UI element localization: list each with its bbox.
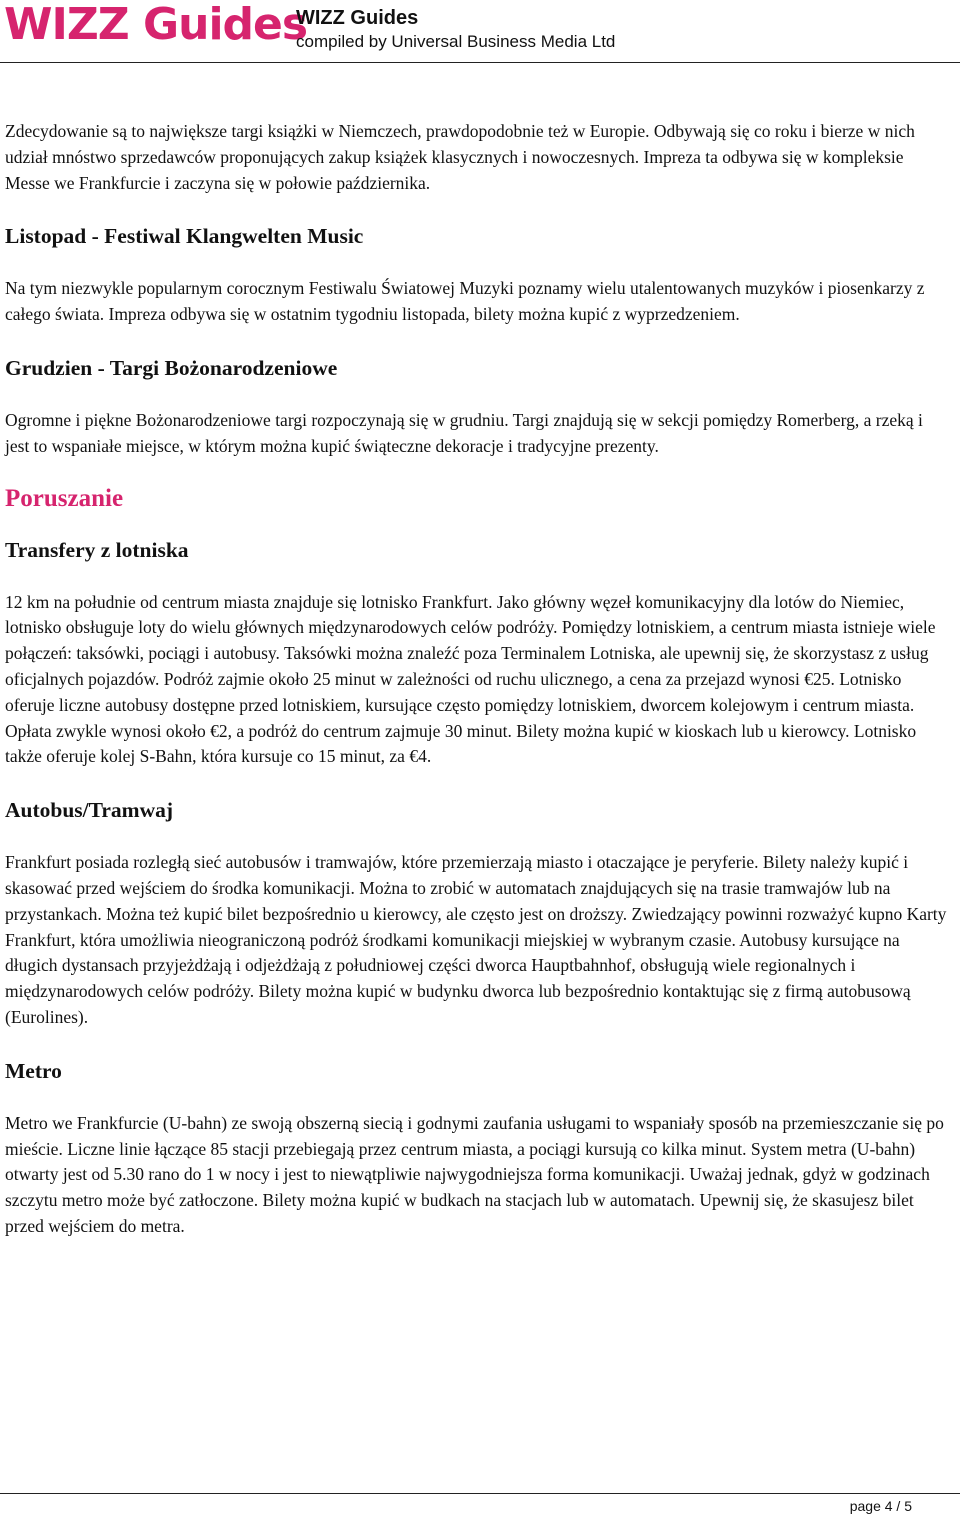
- metro-heading: Metro: [5, 1058, 62, 1083]
- grudzien-paragraph: Ogromne i piękne Bożonarodzeniowe targi rozpoczynają się w grudniu. Targi znajdują się w sekcji pomiędzy Romerberg, a rzeką i jest to wspaniałe miejsce, w którym można kupić świąteczne dekoracje i tradycyjne prezenty.: [5, 409, 923, 456]
- metro-paragraph: Metro we Frankfurcie (U-bahn) ze swoją obszerną siecią i godnymi zaufania usługami to wspaniały sposób na przemieszczanie się po mieście. Liczne linie łączące 85 stacji przebiegają przez centrum miasta, a pociągi kursują co kilka minut. System metra (U-bahn) otwarty jest od 5.30 rano do 1 w nocy i jest to niewątpliwie najwygodniejsza forma komunikacji. Uważaj jednak, gdyż w godzinach szczytu metro może być zatłoczone. Bilety można kupić w budkach na stacjach lub w automatach. Upewnij się, że skasujesz bilet przed wejściem do metra.: [5, 1112, 944, 1236]
- section-heading-poruszanie: Poruszanie: [5, 484, 124, 512]
- document-body: [5, 119, 950, 1240]
- autobus-heading: Autobus/Tramwaj: [5, 798, 174, 823]
- header-subtitle: compiled by Universal Business Media Ltd: [296, 32, 616, 51]
- wizz-guides-logo: WIZZ Guides: [4, 0, 308, 50]
- header-title: WIZZ Guides: [296, 7, 419, 29]
- listopad-paragraph: Na tym niezwykle popularnym corocznym Festiwalu Światowej Muzyki poznamy wielu utalentowanych muzyków i piosenkarzy z całego świata. Impreza odbywa się w ostatnim tygodniu listopada, bilety można kupić z wyprzedzeniem.: [5, 278, 925, 325]
- autobus-paragraph: Frankfurt posiada rozległą sieć autobusów i tramwajów, które przemierzają miasto i otaczające je peryferie. Bilety należy kupić i skasować przed wejściem do środka komunikacji. Można to zrobić w automatach znajdujących się na trasie tramwajów lub na przystankach. Można też kupić bilet bezpośrednio u kierowcy, ale często jest on droższy. Zwiedzający powinni rozważyć kupno Karty Frankfurt, która umożliwia nieograniczoną podróż środkami komunikacji miejskiej w wybranym czasie. Autobusy kursujące na długich dystansach przyjeżdżają i odjeżdżają z południowej części dworca Hauptbahnhof, obsługują wiele regionalnych i międzynarodowych celów podróży. Bilety można kupić w budynku dworca lub bezpośrednio kontaktując się z firmą autobusową (Eurolines).: [5, 852, 947, 1027]
- intro-paragraph: Zdecydowanie są to największe targi książki w Niemczech, prawdopodobnie też w Europie. Odbywają się co roku i bierze w nich udział mnóstwo sprzedawców proponujących zakup książek klasycznych i nowoczesnych. Impreza ta odbywa się w kompleksie Messe we Frankfurcie i zaczyna się w połowie października.: [5, 121, 915, 193]
- page-number: page 4 / 5: [849, 1498, 912, 1514]
- transfery-heading: Transfery z lotniska: [5, 537, 189, 562]
- listopad-heading: Listopad - Festiwal Klangwelten Music: [5, 224, 364, 249]
- footer-divider: [0, 1493, 960, 1494]
- page-header: [0, 0, 960, 63]
- transfery-paragraph: 12 km na południe od centrum miasta znajduje się lotnisko Frankfurt. Jako główny węzeł komunikacyjny dla lotów do Niemiec, lotnisko obsługuje loty do wielu głównych międzynarodowych celów podróży. Pomiędzy lotniskiem, a centrum miasta istnieje wiele połączeń: taksówki, pociągi i autobusy. Taksówki można znaleźć poza Terminalem Lotniska, ale upewnij się, że skorzystasz z usług oficjalnych pojazdów. Podróż zajmie około 25 minut w zależności od ruchu ulicznego, a cena za przejazd wynosi €25. Lotnisko oferuje liczne autobusy dostępne przed lotniskiem, kursujące często pomiędzy lotniskiem, dworcem kolejowym i centrum miasta. Opłata zwykle wynosi około €2, a podróż do centrum zajmuje 30 minut. Bilety można kupić w kioskach lub u kierowcy. Lotnisko także oferuje kolej S-Bahn, która kursuje co 15 minut, za €4.: [5, 591, 936, 767]
- grudzien-heading: Grudzien - Targi Bożonarodzeniowe: [5, 355, 338, 380]
